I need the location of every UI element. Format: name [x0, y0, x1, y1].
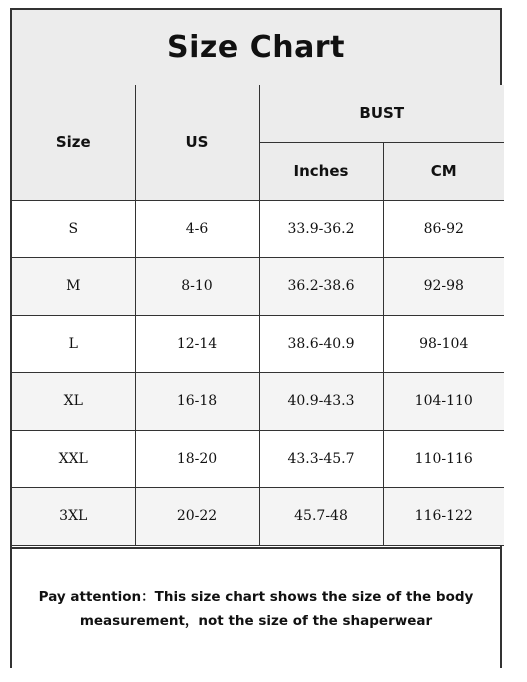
cell-us: 4-6	[135, 200, 259, 257]
cell-inches: 36.2-38.6	[259, 257, 383, 315]
attention-note-line-2: measurement，not the size of the shaperwear	[79, 612, 433, 629]
header-bust: BUST	[259, 85, 504, 142]
cell-us: 12-14	[135, 315, 259, 372]
cell-inches: 33.9-36.2	[259, 200, 383, 257]
attention-note	[12, 547, 500, 668]
header-inches: Inches	[259, 142, 383, 200]
cell-us: 16-18	[135, 372, 259, 430]
table-row	[12, 257, 504, 315]
size-table	[12, 85, 504, 546]
cell-size: L	[12, 315, 135, 372]
attention-note-text	[25, 585, 488, 633]
cell-size: S	[12, 200, 135, 257]
header-row-top	[12, 85, 504, 142]
cell-cm: 104-110	[383, 372, 504, 430]
size-chart-frame	[10, 8, 502, 668]
cell-cm: 110-116	[383, 430, 504, 487]
header-cm: CM	[383, 142, 504, 200]
header-size: Size	[12, 85, 135, 200]
cell-size: M	[12, 257, 135, 315]
table-row	[12, 315, 504, 372]
cell-inches: 40.9-43.3	[259, 372, 383, 430]
cell-inches: 45.7-48	[259, 487, 383, 545]
cell-cm: 98-104	[383, 315, 504, 372]
title-bar	[12, 10, 500, 87]
table-row	[12, 487, 504, 545]
cell-us: 20-22	[135, 487, 259, 545]
cell-cm: 92-98	[383, 257, 504, 315]
page-title: Size Chart	[167, 30, 345, 65]
cell-size: 3XL	[12, 487, 135, 545]
table-row	[12, 200, 504, 257]
attention-note-line-1: Pay attention：This size chart shows the size of the body	[38, 588, 474, 605]
cell-size: XXL	[12, 430, 135, 487]
header-us: US	[135, 85, 259, 200]
cell-size: XL	[12, 372, 135, 430]
table-row	[12, 430, 504, 487]
table-row	[12, 372, 504, 430]
cell-cm: 116-122	[383, 487, 504, 545]
cell-us: 8-10	[135, 257, 259, 315]
cell-us: 18-20	[135, 430, 259, 487]
cell-inches: 43.3-45.7	[259, 430, 383, 487]
cell-cm: 86-92	[383, 200, 504, 257]
cell-inches: 38.6-40.9	[259, 315, 383, 372]
